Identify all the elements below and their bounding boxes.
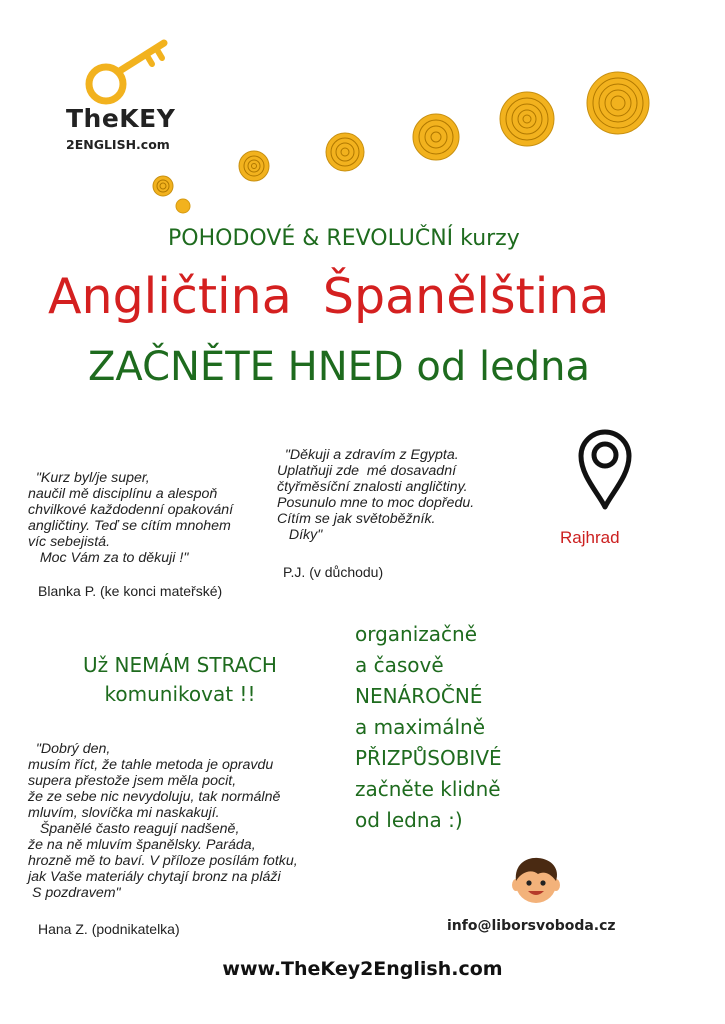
ring-2 [239, 151, 269, 181]
testimonial-quote-1: "Kurz byl/je super, naučil mě disciplínu a alespoň chvilkové každodenní opakování angličtiny. Teď se cítím mnohem víc sebejistá. Moc Vám za to děkuji !" [28, 470, 234, 566]
ring-4 [413, 114, 459, 160]
brand-sub: 2ENGLISH.com [66, 137, 170, 152]
brand-name: TheKEY [66, 104, 176, 133]
ring-5 [500, 92, 554, 146]
ring-3 [326, 133, 364, 171]
tagline: POHODOVÉ & REVOLUČNÍ kurzy [168, 226, 520, 251]
ring-6 [587, 72, 649, 134]
location-name: Rajhrad [560, 528, 620, 547]
testimonial-author-2: P.J. (v důchodu) [283, 564, 384, 580]
headline: Angličtina Španělština [48, 268, 610, 325]
website-url[interactable]: www.TheKey2English.com [222, 958, 503, 980]
location-pin-icon [577, 428, 633, 510]
ring-1 [153, 176, 173, 196]
smiling-boy-icon [508, 855, 564, 905]
testimonial-author-3: Hana Z. (podnikatelka) [38, 921, 180, 937]
testimonial-quote-2: "Děkuji a zdravím z Egypta. Uplatňuji zde mé dosavadní čtyřměsíční znalosti angličtiny. Posunulo mne to moc dopředu. Cítím se jak světoběžník. Díky" [277, 447, 475, 543]
no-fear-slogan: Už NEMÁM STRACH komunikovat !! [83, 653, 277, 706]
testimonial-quote-3: "Dobrý den, musím říct, že tahle metoda je opravdu supera přestože jsem měla pocit, že ze sebe nic nevydoluju, tak normálně mluvím, slovíčka mi naskakují. Španělé často reagují nadšeně, že na ně mluvím španělsky. Paráda, hrozně mě to baví. V příloze posílám fotku, jak Vaše materiály chytají bronz na pláži S pozdravem" [28, 741, 298, 901]
ring-dot [176, 199, 190, 213]
contact-email[interactable]: info@liborsvoboda.cz [447, 918, 616, 934]
subhead: ZAČNĚTE HNED od ledna [88, 344, 590, 390]
growing-rings-decoration [0, 0, 725, 230]
testimonial-author-1: Blanka P. (ke konci mateřské) [38, 583, 223, 599]
flexibility-text: organizačně a časově NENÁROČNÉ a maximálně PŘIZPŮSOBIVÉ začněte klidně od ledna :) [355, 622, 502, 832]
